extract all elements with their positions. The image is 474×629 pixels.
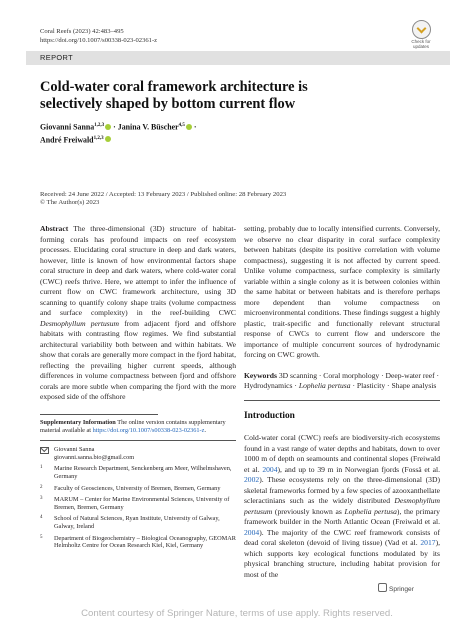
affiliation-text: Faculty of Geosciences, University of Bremen, Bremen, Germany xyxy=(54,484,221,492)
keywords-label: Keywords xyxy=(244,370,277,380)
supplementary-text: The online version contains supplementary material available at xyxy=(40,418,226,434)
orcid-icon[interactable] xyxy=(105,124,111,130)
citation-link[interactable]: 2004 xyxy=(262,464,278,474)
check-for-updates-badge[interactable] xyxy=(408,20,434,49)
intro-text: ), the primary framework builder in the North Atlantic Ocean (Freiwald et al. xyxy=(244,506,440,527)
article-type: REPORT xyxy=(40,53,74,62)
affiliation-item xyxy=(40,535,236,551)
supplementary-end: . xyxy=(204,426,207,434)
affiliation-item xyxy=(40,496,236,512)
divider xyxy=(40,440,236,441)
article-type-bar xyxy=(26,51,450,65)
affiliation-text: Department of Biogeochemistry – Biological Oceanography, GEOMAR Helmholtz Centre for Ocean Research Kiel, Kiel, Germany xyxy=(54,534,236,550)
affiliation-text: Marine Research Department, Senckenberg am Meer, Wilhelmshaven, Germany xyxy=(54,465,232,481)
orcid-icon[interactable] xyxy=(186,124,192,130)
author-name[interactable]: Giovanni Sanna xyxy=(40,122,95,132)
badge-line-2: updates xyxy=(412,44,429,49)
abstract-text-2: from adjacent fjord and offshore habitats with contrasting flow regimes. We find substantial architectural variability both between and within habitats. We show that corals are generally more compact in the fjord habitat, reflecting the prevailing higher current speeds, although differences in volume compactness between fjord and offshore corals are more subtle when comparing the fjord with the more exposed side of the offshore xyxy=(40,318,236,401)
affiliation-item xyxy=(40,515,236,531)
check-for-updates-icon xyxy=(412,20,431,39)
right-column xyxy=(244,224,440,580)
affiliation-text: MARUM – Center for Marine Environmental Sciences, University of Bremen, Bremen, Germany xyxy=(54,495,230,511)
keywords xyxy=(244,371,440,392)
intro-text: ), and up to 39 m in Norwegian fjords (Fossä et al. xyxy=(277,464,440,474)
author-affiliation-marks: 1,2,3 xyxy=(94,123,105,128)
supplementary-information xyxy=(40,419,236,435)
supplementary-link[interactable]: https://doi.org/10.1007/s00338-023-02361-z xyxy=(92,426,205,434)
divider xyxy=(244,400,440,401)
author-name[interactable]: André Freiwald xyxy=(40,135,94,145)
springer-horse-icon xyxy=(378,583,387,592)
affiliation-text: School of Natural Sciences, Ryan Institute, University of Galway, Galway, Ireland xyxy=(54,515,220,531)
journal-citation-block xyxy=(40,28,157,45)
publisher-name: Springer xyxy=(389,586,414,593)
intro-text: ). These ecosystems rely on the three-dimensional (3D) skeletal frameworks formed by a few species of azooxanthellate scleractinians such as the widely distributed xyxy=(244,475,440,506)
introduction-paragraph xyxy=(244,433,440,580)
citation-link[interactable]: 2004 xyxy=(244,527,260,537)
page-footer: Content courtesy of Springer Nature, terms of use apply. Rights reserved. xyxy=(81,608,393,619)
author-affiliation-marks: 1,2,3 xyxy=(93,135,104,141)
affiliation-number: 4 xyxy=(40,515,43,521)
affiliation-number: 5 xyxy=(40,534,43,540)
article-title: Cold-water coral framework architecture is selectively shaped by bottom current flow xyxy=(40,79,308,112)
affiliation-item xyxy=(40,485,236,493)
keywords-end: · Plasticity · Shape analysis xyxy=(352,380,437,390)
abstract-right: setting, probably due to locally intensified currents. Conversely, we observe no clear disparity in coral surface complexity between habitats (despite its positive correlation with volume compactness), suggesting it is not affected by current speed. Unlike volume compactness, surface complexity is similarly variable within a single colony as it is between colonies within the same habitat or between habitats and is therefore perhaps more dependent than volume compactness on microenvironmental conditions. These findings suggest a highly plastic, trait-specific and functionally relevant structural response of CWCs to current flow and underscore the importance of multiple concurrent sources of hydrodynamic forcing on CWC growth. xyxy=(244,224,440,359)
author-name[interactable]: Janina V. Büscher xyxy=(117,122,179,132)
correspondence-name: Giovanni Sanna xyxy=(54,445,95,453)
orcid-icon[interactable] xyxy=(105,136,111,142)
citation-link[interactable]: 2017 xyxy=(420,538,436,548)
keyword-species: Lophelia pertusa xyxy=(298,380,351,390)
divider xyxy=(40,414,158,415)
envelope-icon xyxy=(40,447,49,454)
author-list: Giovanni Sanna$^{1,2,3}$ · Janina V. Büscher$^{4,5}$ · André Freiwald$^{1,2,3}$ xyxy=(40,122,197,145)
species-name: Desmophyllum pertusum xyxy=(40,318,120,328)
species-name: Desmophyllum pertusum xyxy=(244,496,440,516)
abstract-text-1: The three-dimensional (3D) structure of habitat-forming corals has profound impacts on reef ecosystem processes. Elucidating coral structure in deep and dark waters, however, little is known of how environmental factors shape coral structure in deep and dark waters, where cold-water coral (CWC) reefs thrive. Here, we attempt to infer the influence of current flow on CWC framework architecture, using 3D scanning to quantify colony shape traits (volume compactness and surface complexity) in the reef-building CWC xyxy=(40,224,236,317)
affiliation-number: 2 xyxy=(40,484,43,490)
keywords-text: 3D scanning · Coral morphology · Deep-water reef · Hydrodynamics · xyxy=(244,370,440,390)
intro-text: Cold-water coral (CWC) reefs are biodiversity-rich ecosystems found in a vast range of water depths and habitats, down to over 1000 m of depth on seamounts and continental slopes (Freiwald et al. xyxy=(244,433,440,474)
species-name: Lophelia pertusa xyxy=(344,506,397,516)
supplementary-label: Supplementary Information xyxy=(40,418,116,426)
affiliation-number: 3 xyxy=(40,495,43,501)
journal-citation: Coral Reefs (2023) 42:483–495 xyxy=(40,28,124,35)
correspondence xyxy=(40,446,236,462)
abstract-label: Abstract xyxy=(40,224,69,233)
affiliations xyxy=(40,446,236,550)
author-affiliation-marks: 4,5 xyxy=(178,123,185,128)
badge-line-1: Check for xyxy=(411,39,431,44)
abstract-left xyxy=(40,224,236,403)
intro-text: ). The majority of the CWC reef framework consists of dead coral skeleton (devoid of living tissue) (Vad et al. xyxy=(244,527,440,548)
journal-doi[interactable]: https://doi.org/10.1007/s00338-023-02361-z xyxy=(40,36,158,44)
copyright: © The Author(s) 2023 xyxy=(40,199,100,207)
affiliation-item xyxy=(40,465,236,481)
affiliation-number: 1 xyxy=(40,465,43,471)
history-dates: Received: 24 June 2022 / Accepted: 13 February 2023 / Published online: 28 February 2023 xyxy=(40,191,287,198)
publication-dates xyxy=(40,191,286,208)
citation-link[interactable]: 2002 xyxy=(244,475,260,485)
intro-text: (previously known as xyxy=(274,506,342,516)
correspondence-email[interactable]: giovanni.sanna.bio@gmail.com xyxy=(54,453,135,461)
intro-text: ), which supports key ecological functions modulated by its physical branching structure, including habitat provision for most of the xyxy=(244,538,440,579)
publisher-mark xyxy=(378,583,414,593)
left-column xyxy=(40,224,236,554)
section-heading: Introduction xyxy=(244,411,295,422)
